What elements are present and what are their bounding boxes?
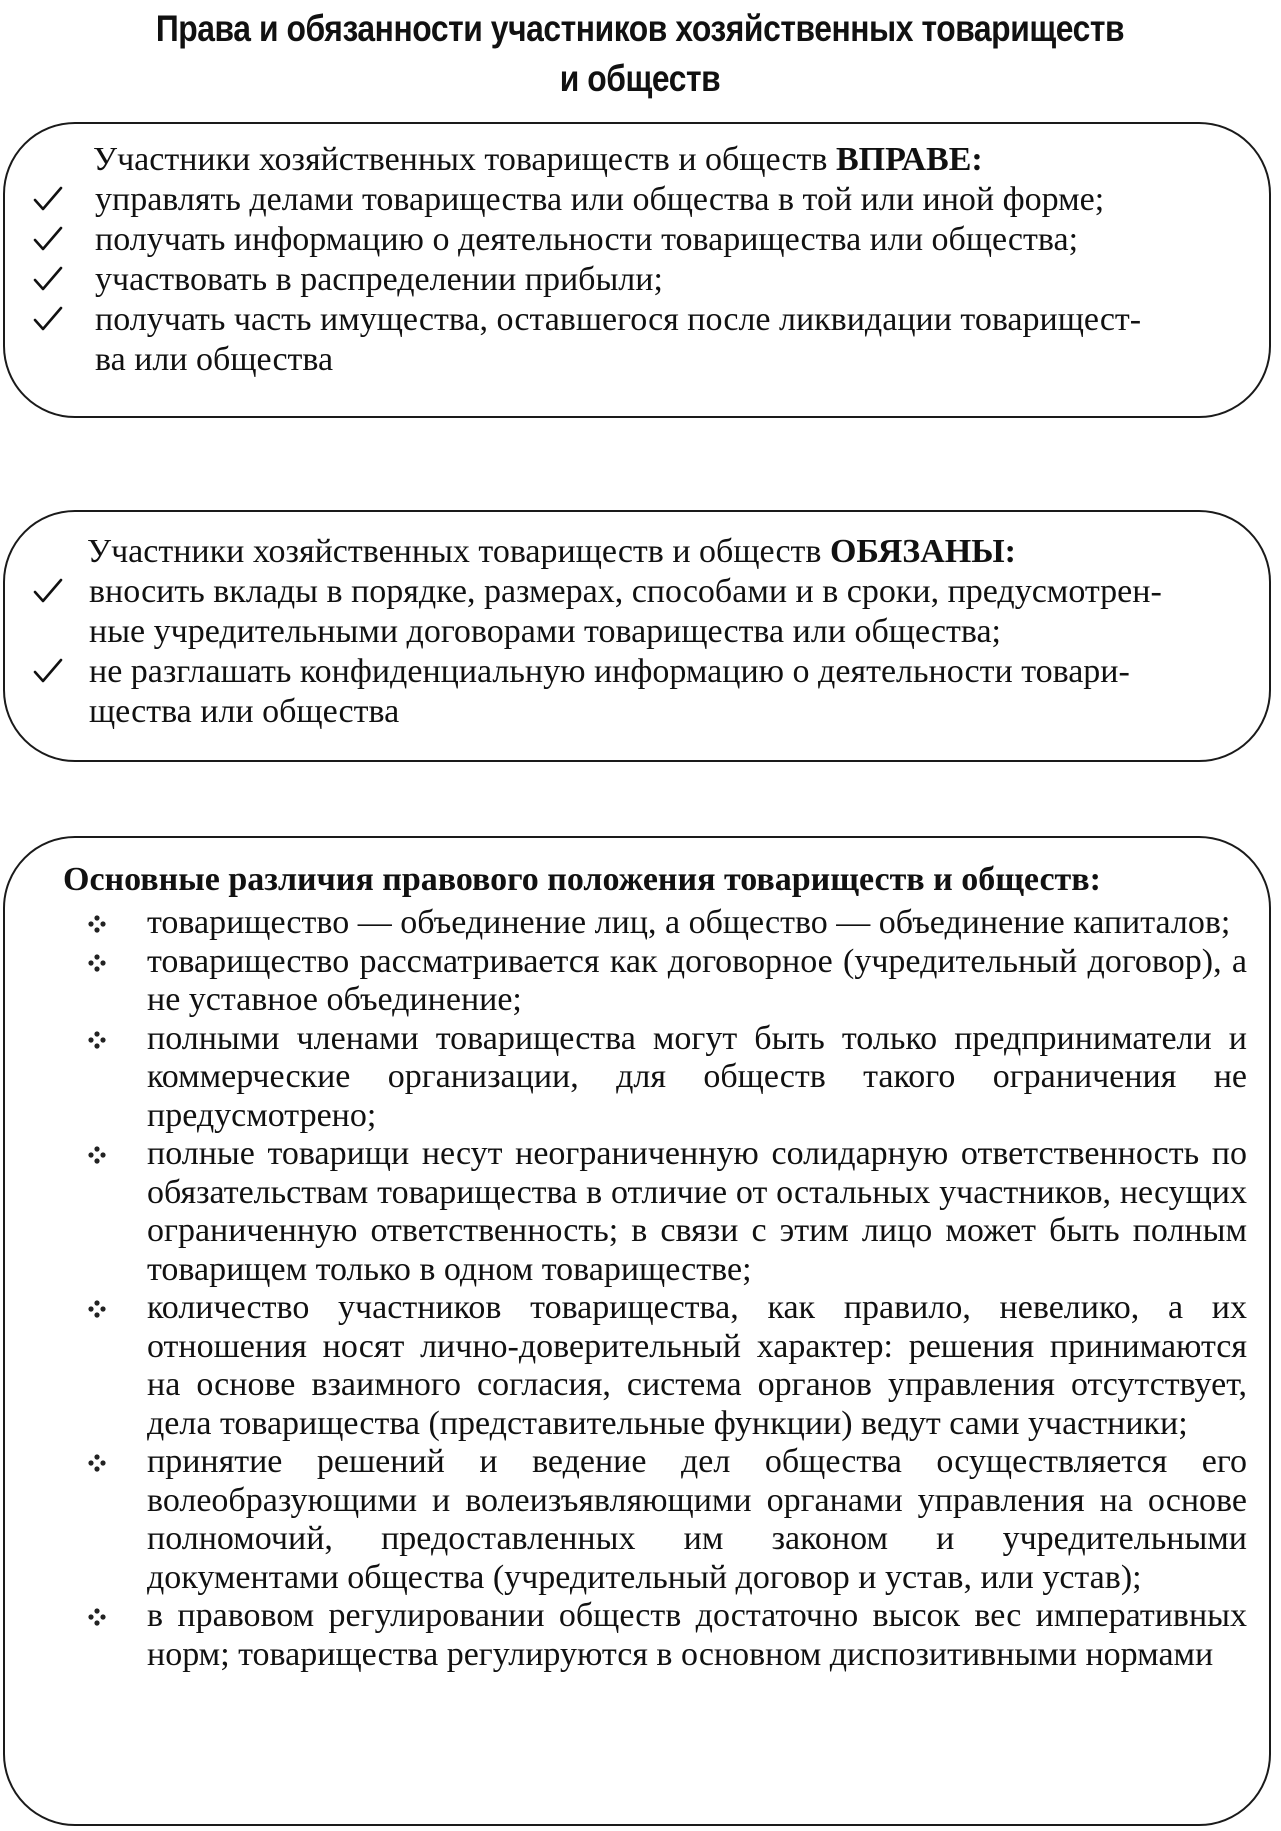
list-item-continuation: щества или общества [89, 693, 400, 730]
list-item: управлять делами товарищества или общества в той или иной форме; [31, 180, 1231, 220]
differences-box [3, 836, 1271, 1826]
rights-heading [93, 140, 983, 180]
list-item: получать часть имущества, оставшегося после ликвидации товарищест- [31, 300, 1231, 340]
list-item: товарищество рассматривается как договорное (учредительный договор), а не уставное объединение; [87, 943, 1247, 1020]
list-item: участвовать в распределении прибыли; [31, 260, 1231, 300]
checkmark-icon [31, 302, 65, 336]
rights-heading-bold: ВПРАВЕ: [835, 141, 983, 178]
checkmark-icon [31, 574, 65, 608]
list-item-continuation: ные учредительными договорами товарищества или общества; [89, 613, 1001, 650]
list-item: вносить вклады в порядке, размерах, способами и в сроки, предусмотрен- [31, 572, 1237, 612]
diamond-bullet-icon [87, 1030, 107, 1050]
list-item: принятие решений и ведение дел общества осуществляется его волеобразующими и волеизъявляющими органами управления на основе полномочий, предоставленных им законом и учредительными документами общества (учредительный договор и устав, или устав); [87, 1443, 1247, 1597]
checkmark-icon [31, 222, 65, 256]
checkmark-icon [31, 182, 65, 216]
duties-heading-bold: ОБЯЗАНЫ: [829, 533, 1016, 570]
list-item: количество участников товарищества, как правило, невелико, а их отношения носят лично-доверительный характер: решения принимаются на основе взаимного согласия, система органов управления отсутствует, дела товарищества (представительные функции) ведут сами участники; [87, 1289, 1247, 1443]
diamond-bullet-icon [87, 1299, 107, 1319]
list-item: полными членами товарищества могут быть только предприниматели и коммерческие организации, для обществ такого ограничения не предусмотрено; [87, 1020, 1247, 1136]
list-item-continuation: ва или общества [95, 341, 334, 378]
diamond-bullet-icon [87, 1453, 107, 1473]
checkmark-icon [31, 262, 65, 296]
duties-heading [87, 532, 1016, 572]
list-item: товарищество — объединение лиц, а общество — объединение капиталов; [87, 904, 1247, 943]
list-item: не разглашать конфиденциальную информацию о деятельности товари- [31, 652, 1237, 692]
rights-box [3, 122, 1271, 418]
list-item: получать информацию о деятельности товарищества или общества; [31, 220, 1231, 260]
rights-heading-text: Участники хозяйственных товариществ и обществ [93, 141, 828, 178]
title-line-2: и обществ [559, 58, 721, 99]
rights-list [31, 180, 1231, 380]
page-title [124, 4, 1156, 104]
duties-box [3, 510, 1271, 762]
differences-heading: Основные различия правового положения товариществ и обществ: [63, 861, 1101, 898]
list-item: в правовом регулировании обществ достаточно высок вес императивных норм; товарищества регулируются в основном диспозитивными нормами [87, 1597, 1247, 1674]
duties-heading-text: Участники хозяйственных товариществ и обществ [87, 533, 822, 570]
diamond-bullet-icon [87, 1607, 107, 1627]
diamond-bullet-icon [87, 953, 107, 973]
checkmark-icon [31, 654, 65, 688]
diamond-bullet-icon [87, 1145, 107, 1165]
title-line-1: Права и обязанности участников хозяйственных товариществ [155, 8, 1125, 49]
differences-list [87, 904, 1247, 1674]
diamond-bullet-icon [87, 914, 107, 934]
list-item: полные товарищи несут неограниченную солидарную ответственность по обязательствам товарищества в отличие от остальных участников, несущих ограниченную ответственность; в связи с этим лицо может быть полным товарищем только в одном товариществе; [87, 1135, 1247, 1289]
duties-list [31, 572, 1237, 732]
